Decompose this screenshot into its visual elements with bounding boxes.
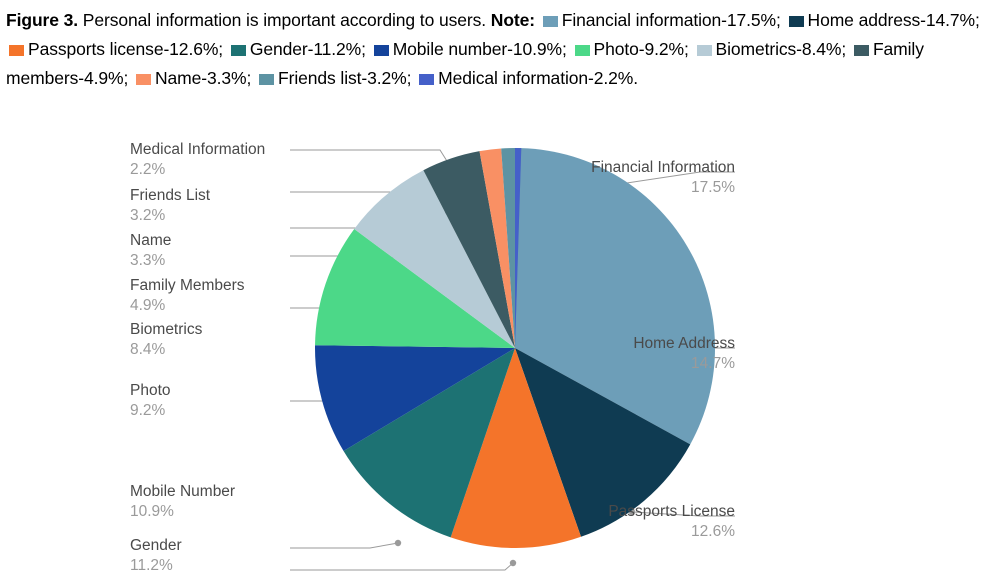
legend-swatch-passports-license [9, 45, 24, 56]
legend-swatch-home-address [789, 16, 804, 27]
label-gender: Gender 11.2% [130, 537, 182, 574]
label-medical-information: Medical Information 2.2% [130, 141, 266, 178]
label-home-address: Home Address 14.7% [633, 335, 735, 372]
label-passports-license: Passports License 12.6% [608, 503, 735, 540]
label-family-members: Family Members 4.9% [130, 277, 245, 314]
legend-label-gender: Gender-11.2%; [249, 39, 366, 59]
label-name: Name 3.3% [130, 232, 172, 269]
legend-swatch-friends-list [259, 74, 274, 85]
legend-label-home-address: Home address-14.7%; [807, 10, 980, 30]
figure-label: Figure 3. [6, 10, 79, 30]
legend-swatch-name [136, 74, 151, 85]
legend-swatch-financial-information [543, 16, 558, 27]
legend-label-passports-license: Passports license-12.6%; [28, 39, 224, 59]
legend-swatch-medical-information [419, 74, 434, 85]
figure-caption [6, 6, 981, 93]
legend-swatch-gender [231, 45, 246, 56]
legend-label-name: Name-3.3%; [154, 68, 252, 88]
pie-chart [0, 118, 985, 581]
label-mobile-number: Mobile Number 10.9% [130, 483, 236, 520]
legend-label-friends-list: Friends list-3.2%; [278, 68, 412, 88]
label-financial-information: Financial Information 17.5% [591, 159, 735, 196]
legend-label-photo: Photo-9.2%; [593, 39, 689, 59]
legend-label-mobile-number: Mobile number-10.9%; [392, 39, 567, 59]
legend-swatch-family-members [854, 45, 869, 56]
legend-swatch-mobile-number [374, 45, 389, 56]
legend-swatch-biometrics [697, 45, 712, 56]
legend-label-family-members: Family members-4.9%; [6, 39, 924, 88]
legend-label-medical-information: Medical information-2.2%. [438, 68, 638, 88]
label-biometrics: Biometrics 8.4% [130, 321, 203, 358]
label-photo: Photo 9.2% [130, 382, 171, 419]
legend-label-financial-information: Financial information-17.5%; [561, 10, 781, 30]
legend-swatch-photo [575, 45, 590, 56]
note-label: Note: [490, 10, 536, 30]
legend-label-biometrics: Biometrics-8.4%; [715, 39, 847, 59]
label-friends-list: Friends List 3.2% [130, 187, 211, 224]
figure-caption-text: Personal information is important according to users. [82, 10, 487, 30]
